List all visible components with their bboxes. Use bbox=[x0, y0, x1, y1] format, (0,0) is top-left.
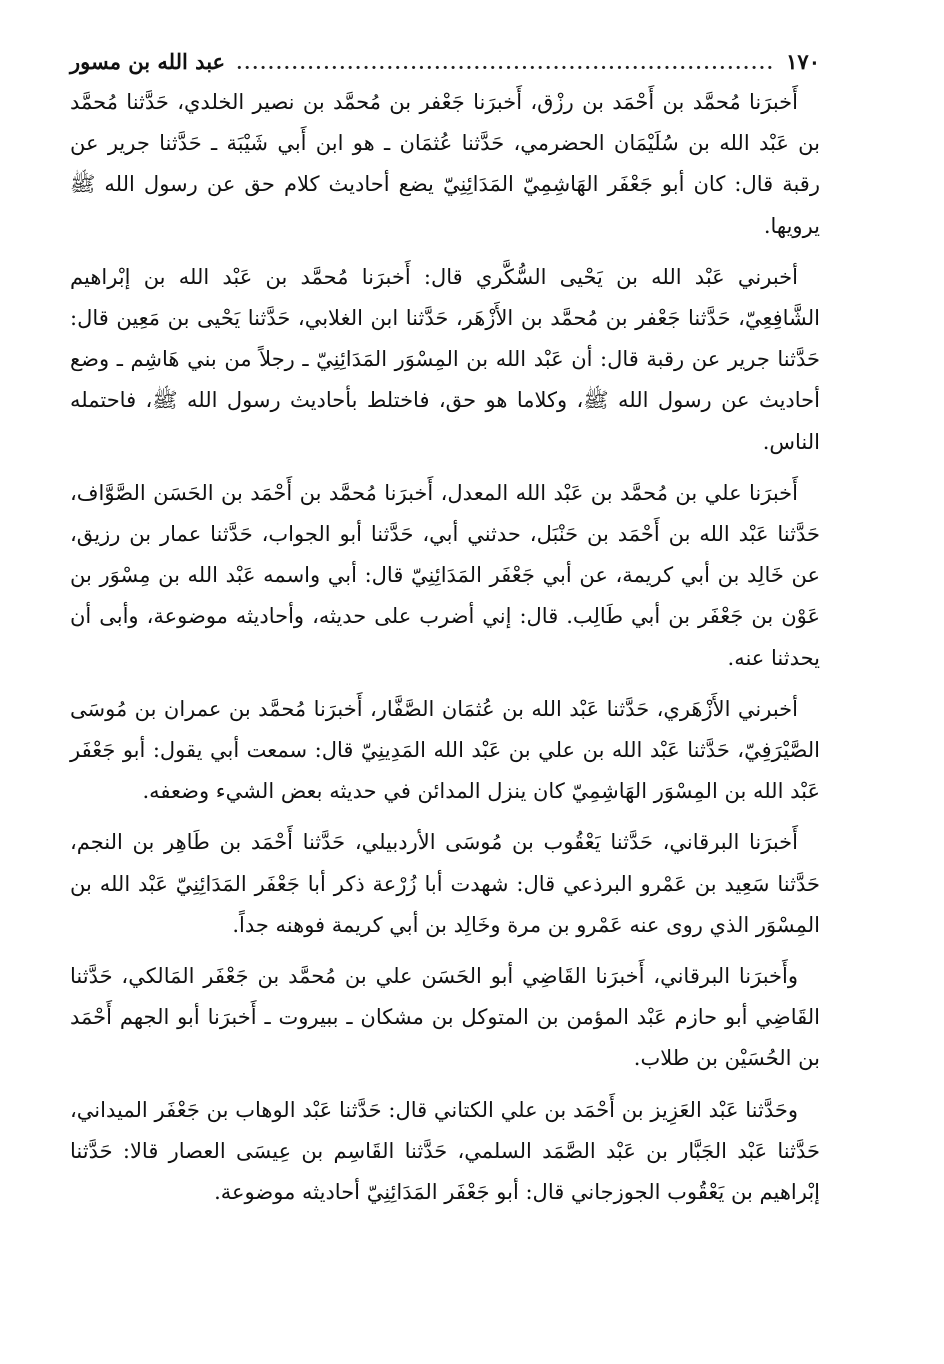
header-leader-dots: .................................................................... bbox=[236, 54, 775, 74]
paragraph-4: أخبرني الأَزْهَري، حَدَّثنا عَبْد الله بن عُثمَان الصَّفَّار، أَخبرَنا مُحمَّد بن عمران بن مُوسَى الصَّيْرَفِيّ، حَدَّثنا عَبْد الله بن علي بن عَبْد الله المَدِينِيّ قال: سمعت أبي يقول: أبو جَعْفَر عَبْد الله بن المِسْوَر الهَاشِمِيّ كان ينزل المدائن في حديثه بعض الشيء وضعفه. bbox=[70, 696, 820, 804]
paragraph-1: أَخبرَنا مُحمَّد بن أَحْمَد بن رزْق، أَخبرَنا جَعْفر بن مُحمَّد بن نصير الخلدي، حَدَّثنا مُحمَّد بن عَبْد الله بن سُلَيْمَان الحضرمي، حَدَّثنا عُثمَان ـ هو ابن أَبي شَيْبَة ـ حَدَّثنا جرير عن رقبة قال: كان أبو جَعْفَر الهَاشِمِيّ المَدَائِنِيّ يضع أحاديث كلام حق عن رسول الله ﷺ يرويها. bbox=[70, 90, 820, 238]
page-header bbox=[70, 42, 820, 82]
paragraph-3: أَخبرَنا علي بن مُحمَّد بن عَبْد الله المعدل، أَخبرَنا مُحمَّد بن أَحْمَد بن الحَسَن الصَّوَّاف، حَدَّثنا عَبْد الله بن أَحْمَد بن حَنْبَل، حدثني أبي، حَدَّثنا أبو الجواب، حَدَّثنا عمار بن رزيق، عن خَالِد بن أبي كريمة، عن أبي جَعْفَر المَدَائِنِيّ قال: أبي واسمه عَبْد الله بن مِسْوَر بن عَوْن بن جَعْفَر بن أبي طَالِب. قال: إني أضرب على حديثه، وأحاديثه موضوعة، وأبى أن يحدثنا عنه. bbox=[70, 480, 820, 670]
document-page bbox=[70, 42, 820, 1342]
running-title: عبد الله بن مسور bbox=[70, 49, 226, 74]
paragraph-6: وأَخبرَنا البرقاني، أَخبرَنا القَاضِي أبو الحَسَن علي بن مُحمَّد بن جَعْفَر المَالكي، حَدَّثنا القَاضِي أبو حازم عَبْد المؤمن بن المتوكل بن مشكان ـ ببيروت ـ أَخبرَنا أبو الجهم أَحْمَد بن الحُسَيْن بن طلاب. bbox=[70, 964, 820, 1071]
body-text bbox=[70, 82, 820, 1213]
paragraph-2: أخبرني عَبْد الله بن يَحْيى السُّكَّري قال: أَخبرَنا مُحمَّد بن عَبْد الله بن إبْراهيم الشَّافِعِيّ، حَدَّثنا جَعْفر بن مُحمَّد بن الأَزْهَر، حَدَّثنا ابن الغلابي، حَدَّثنا يَحْيى بن مَعِين قال: حَدَّثنا جرير عن رقبة قال: أن عَبْد الله بن المِسْوَر المَدَائِنِيّ ـ رجلاً من بني هَاشِم ـ وضع أحاديث عن رسول الله ﷺ، وكلاما هو حق، فاختلط بأحاديث رسول الله ﷺ، فاحتمله الناس. bbox=[70, 264, 820, 454]
paragraph-5: أَخبرَنا البرقاني، حَدَّثنا يَعْقُوب بن مُوسَى الأردبيلي، حَدَّثنا أَحْمَد بن طَاهِر بن النجم، حَدَّثنا سَعِيد بن عَمْرو البرذعي قال: شهدت أبا زُرْعة ذكر أبا جَعْفَر المَدَائِنِيّ عَبْد الله بن المِسْوَر الذي روى عنه عَمْرو بن مرة وخَالِد بن أبي كريمة فوهنه جداً. bbox=[70, 830, 820, 937]
paragraph-7: وحَدَّثنا عَبْد العَزِيز بن أَحْمَد بن علي الكتاني قال: حَدَّثنا عَبْد الوهاب بن جَعْفَر الميداني، حَدَّثنا عَبْد الجَبَّار بن عَبْد الصَّمَد السلمي، حَدَّثنا القَاسِم بن عِيسَى العصار قالا: حَدَّثنا إبْراهيم بن يَعْقُوب الجوزجاني قال: أبو جَعْفَر المَدَائِنِيّ أحاديثه موضوعة. bbox=[70, 1097, 820, 1205]
page-number: ١٧٠ bbox=[786, 49, 820, 74]
